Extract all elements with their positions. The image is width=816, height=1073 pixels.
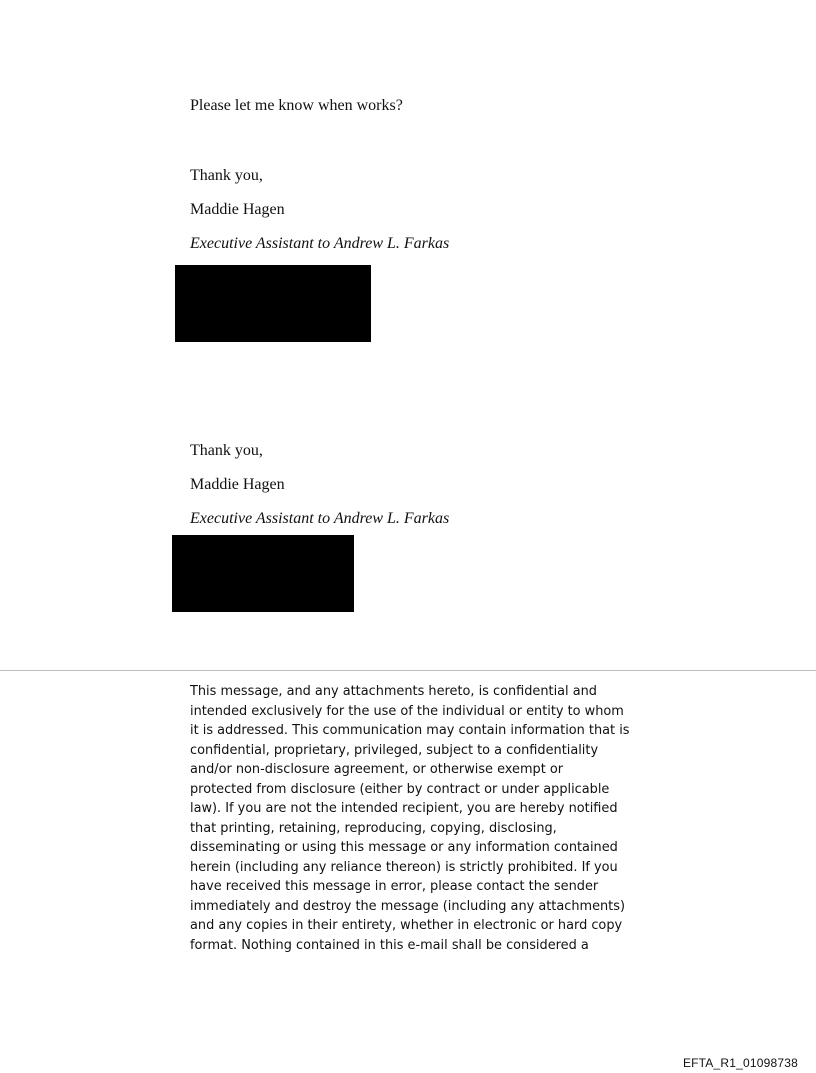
disclaimer-line: have received this message in error, please contact the sender bbox=[190, 879, 599, 894]
disclaimer-line: protected from disclosure (either by contract or under applicable bbox=[190, 781, 610, 797]
redaction-block-1 bbox=[175, 265, 371, 342]
disclaimer-line: format. Nothing contained in this e-mail shall be considered a bbox=[190, 937, 589, 953]
divider-line bbox=[0, 670, 816, 671]
signature-name-2: Maddie Hagen bbox=[190, 476, 285, 493]
disclaimer-line: that printing, retaining, reproducing, copying, disclosing, bbox=[190, 820, 557, 836]
disclaimer-line: it is addressed. This communication may contain information that is bbox=[190, 723, 630, 738]
signature-title-2: Executive Assistant to Andrew L. Farkas bbox=[190, 510, 450, 527]
request-line: Please let me know when works? bbox=[190, 97, 403, 114]
disclaimer-line: confidential, proprietary, privileged, subject to a confidentiality bbox=[190, 742, 599, 758]
document-id: EFTA_R1_01098738 bbox=[682, 1056, 798, 1070]
signature-name-1: Maddie Hagen bbox=[190, 201, 285, 218]
signature-closing-2: Thank you, bbox=[190, 442, 263, 459]
confidentiality-disclaimer bbox=[190, 682, 635, 955]
signature-title-1: Executive Assistant to Andrew L. Farkas bbox=[190, 235, 450, 252]
disclaimer-line: herein (including any reliance thereon) is strictly prohibited. If you bbox=[190, 859, 618, 875]
disclaimer-line: and any copies in their entirety, whether in electronic or hard copy bbox=[190, 918, 623, 933]
redaction-block-2 bbox=[172, 535, 354, 612]
disclaimer-line: law). If you are not the intended recipient, you are hereby notified bbox=[190, 801, 618, 816]
signature-closing-1: Thank you, bbox=[190, 167, 263, 184]
disclaimer-line: immediately and destroy the message (including any attachments) bbox=[190, 898, 625, 914]
disclaimer-line: This message, and any attachments hereto, is confidential and bbox=[190, 684, 597, 699]
disclaimer-line: and/or non-disclosure agreement, or otherwise exempt or bbox=[190, 762, 564, 777]
disclaimer-line: intended exclusively for the use of the individual or entity to whom bbox=[190, 703, 624, 719]
disclaimer-line: disseminating or using this message or any information contained bbox=[190, 840, 618, 855]
